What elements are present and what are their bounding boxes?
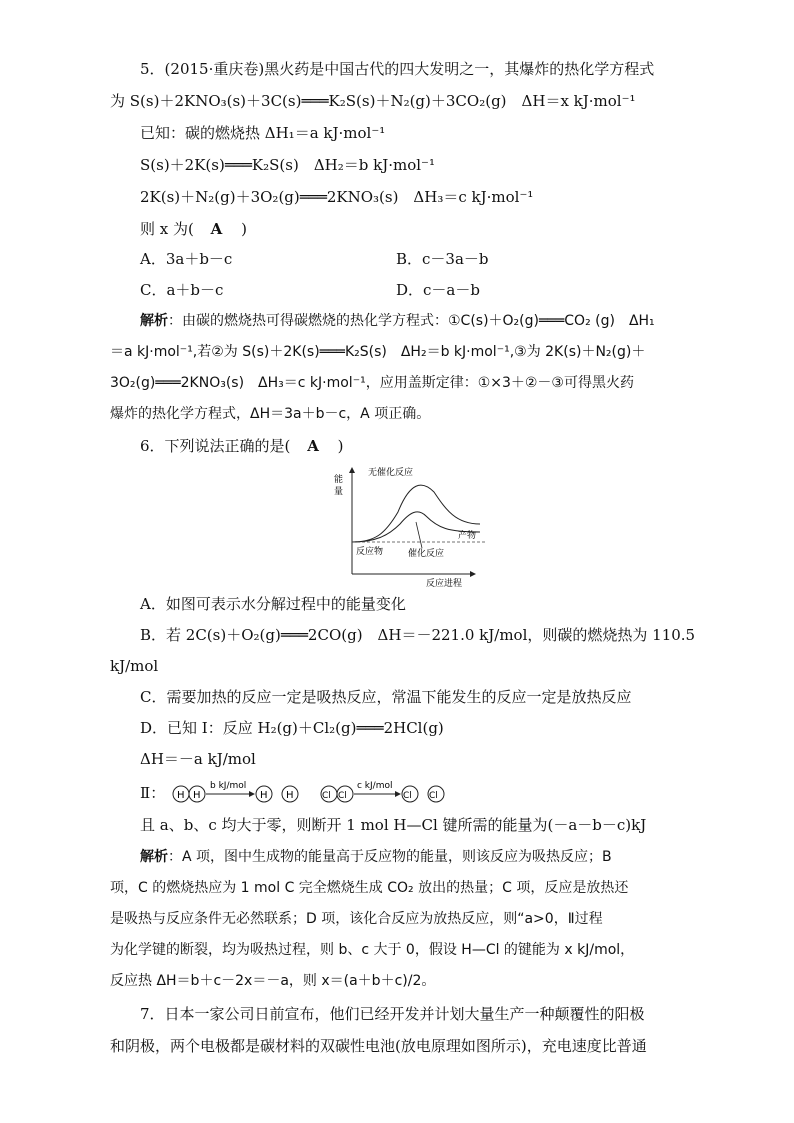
- h-arrow-label: b kJ/mol: [210, 781, 247, 791]
- atom-h-3: H: [260, 790, 268, 801]
- h-atoms: [256, 786, 298, 802]
- q6-option-d-line-1: D．已知 I：反应 H₂(g)＋Cl₂(g)═══2HCl(g): [140, 719, 444, 737]
- cl-arrow-label: c kJ/mol: [357, 781, 393, 791]
- q6-option-d-line-4: 且 a、b、c 均大于零，则断开 1 mol H—Cl 键所需的能量为(－a－b－c)kJ: [140, 816, 647, 834]
- q6-option-b-line-1: B．若 2C(s)＋O₂(g)═══2CO(g) ΔH＝－221.0 kJ/mol，则碳的燃烧热为 110.5: [140, 626, 696, 644]
- q5-option-b: B．c－3a－b: [396, 250, 489, 268]
- q5-explanation-label: 解析: [140, 313, 168, 329]
- q5-explanation-line-2: ＝a kJ·mol⁻¹,若②为 S(s)＋2K(s)═══K₂S(s) ΔH₂＝b kJ·mol⁻¹,③为 2K(s)＋N₂(g)＋: [110, 344, 646, 360]
- q5-stem-line-1: 5．(2015·重庆卷)黑火药是中国古代的四大发明之一，其爆炸的热化学方程式: [140, 60, 655, 78]
- reactant-label: 反应物: [356, 547, 384, 557]
- q6-explanation-line-1: [140, 846, 612, 868]
- q6-option-d-line-2: ΔH＝－a kJ/mol: [140, 750, 256, 768]
- q5-option-a: A．3a＋b－c: [140, 250, 233, 268]
- q5-explanation-line-3: 3O₂(g)═══2KNO₃(s) ΔH₃＝c kJ·mol⁻¹，应用盖斯定律：①×3＋②－③可得黑火药: [110, 375, 634, 391]
- q5-given-line-2: S(s)＋2K(s)═══K₂S(s) ΔH₂＝b kJ·mol⁻¹: [140, 156, 435, 174]
- atom-h-2: H: [193, 790, 201, 801]
- q6-option-a: A．如图可表示水分解过程中的能量变化: [140, 595, 406, 613]
- atom-h-1: H: [177, 790, 185, 801]
- q6-answer: A: [307, 437, 321, 455]
- q5-answer: A: [210, 220, 225, 238]
- q5-option-d: D．c－a－b: [396, 281, 480, 299]
- x-axis-label: 反应进程: [426, 579, 463, 587]
- q5-explanation-line-1: [140, 310, 655, 332]
- q6-stem-text: 6．下列说法正确的是(: [140, 437, 291, 455]
- q6-roman-2: Ⅱ：: [140, 784, 166, 802]
- energy-diagram: [330, 462, 500, 587]
- atom-cl-3: Cl: [403, 791, 412, 801]
- q5-explanation-text-1: ：由碳的燃烧热可得碳燃烧的热化学方程式：①C(s)＋O₂(g)═══CO₂ (g) ΔH₁: [168, 313, 655, 329]
- q6-explanation-line-5: 反应热 ΔH＝b＋c－2x＝－a，则 x＝(a＋b＋c)/2。: [110, 973, 436, 989]
- q6-explanation-line-2: 项，C 的燃烧热应为 1 mol C 完全燃烧生成 CO₂ 放出的热量；C 项，反应是放热还: [110, 880, 629, 896]
- q6-explanation-label: 解析: [140, 849, 168, 865]
- uncatalyzed-label: 无催化反应: [368, 468, 414, 478]
- q5-question-line: [140, 218, 247, 240]
- q6-explanation-text-1: ：A 项，图中生成物的能量高于反应物的能量，则该反应为吸热反应；B: [168, 849, 612, 865]
- q5-option-c: C．a＋b－c: [140, 281, 224, 299]
- q6-explanation-line-3: 是吸热与反应条件无必然联系；D 项，该化合反应为放热反应，则“a>0，Ⅱ过程: [110, 911, 603, 927]
- q5-stem-line-2: 为 S(s)＋2KNO₃(s)＋3C(s)═══K₂S(s)＋N₂(g)＋3CO₂(g) ΔH＝x kJ·mol⁻¹: [110, 92, 636, 110]
- q6-option-c: C．需要加热的反应一定是吸热反应，常温下能发生的反应一定是放热反应: [140, 688, 632, 706]
- catalyzed-label: 催化反应: [408, 549, 445, 559]
- q6-stem-line: [140, 435, 343, 457]
- atom-cl-1: Cl: [322, 791, 331, 801]
- q6-explanation-line-4: 为化学键的断裂，均为吸热过程，则 b、c 大于 0，假设 H—Cl 的键能为 x kJ/mol，: [110, 942, 635, 958]
- catalyzed-pointer: [416, 522, 422, 548]
- h2-molecule: [173, 786, 205, 802]
- y-axis-label-2: 量: [334, 487, 344, 497]
- bond-breaking-scheme: [170, 774, 450, 808]
- q7-stem-line-1: 7．日本一家公司日前宣布，他们已经开发并计划大量生产一种颠覆性的阳极: [140, 1005, 645, 1023]
- q6-stem-close: ): [337, 437, 344, 455]
- q7-stem-line-2: 和阴极，两个电极都是碳材料的双碳性电池(放电原理如图所示)，充电速度比普通: [110, 1037, 647, 1055]
- atom-cl-2: Cl: [338, 791, 347, 801]
- q6-option-b-line-2: kJ/mol: [110, 657, 159, 675]
- cl-atoms: [402, 786, 444, 802]
- y-axis-label-1: 能: [334, 475, 344, 485]
- q5-given-line-1: 已知：碳的燃烧热 ΔH₁＝a kJ·mol⁻¹: [140, 124, 386, 142]
- q5-given-line-3: 2K(s)＋N₂(g)＋3O₂(g)═══2KNO₃(s) ΔH₃＝c kJ·mol⁻¹: [140, 188, 534, 206]
- q5-explanation-line-4: 爆炸的热化学方程式，ΔH＝3a＋b－c，A 项正确。: [110, 406, 431, 422]
- product-label: 产物: [458, 531, 477, 541]
- atom-cl-4: Cl: [429, 791, 438, 801]
- cl2-molecule: [321, 786, 353, 802]
- atom-h-4: H: [286, 790, 294, 801]
- q5-question-text: 则 x 为(: [140, 220, 194, 238]
- q5-question-close: ): [241, 220, 247, 238]
